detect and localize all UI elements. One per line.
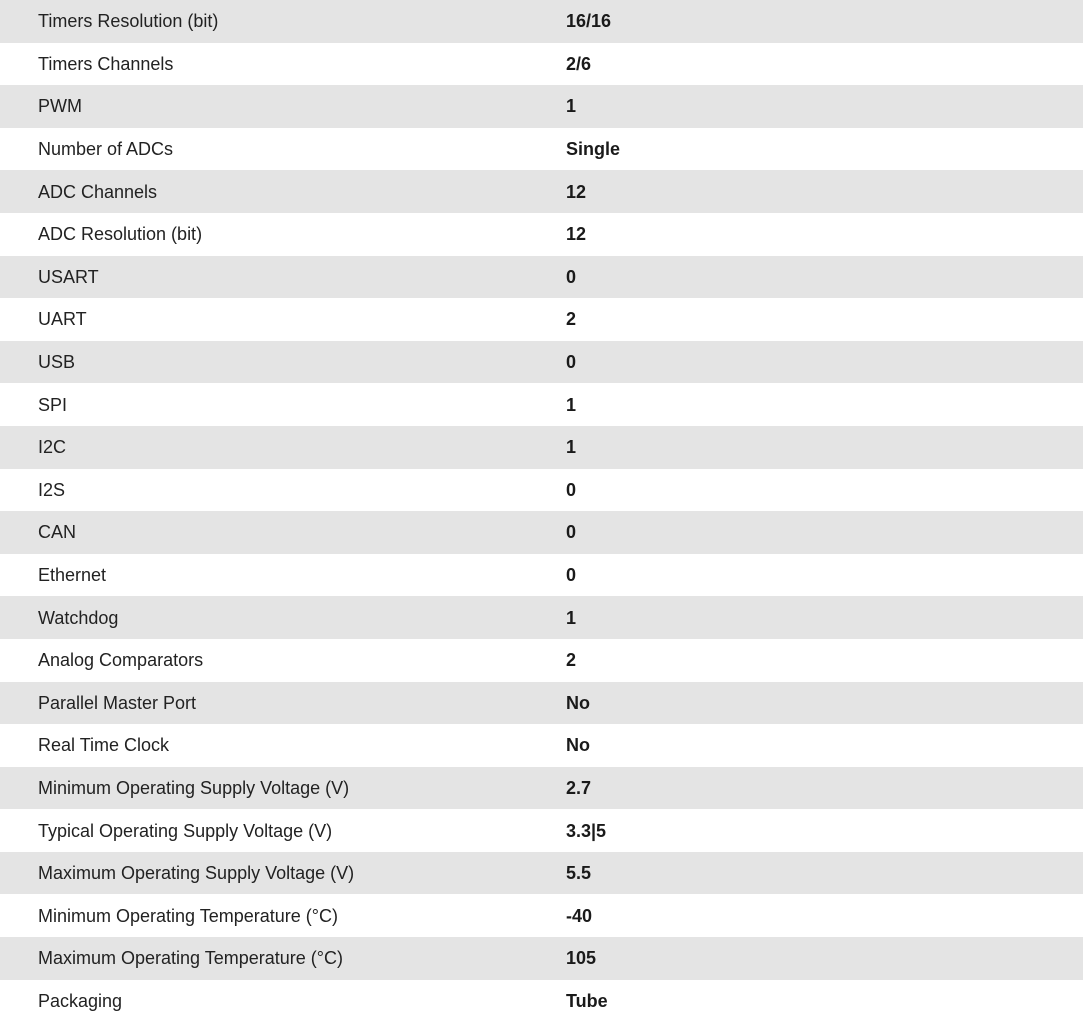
spec-row (0, 511, 1083, 554)
spec-value: 0 (566, 479, 577, 500)
spec-label: CAN (38, 522, 77, 543)
spec-label: Maximum Operating Temperature (°C) (38, 948, 343, 969)
spec-row (0, 937, 1083, 980)
spec-label: Minimum Operating Temperature (°C) (38, 905, 338, 926)
spec-value: 1 (566, 96, 577, 117)
spec-label: Real Time Clock (38, 735, 170, 756)
spec-label: ADC Resolution (bit) (38, 224, 203, 245)
spec-label: Ethernet (38, 565, 107, 586)
spec-row (0, 213, 1083, 256)
spec-row (0, 682, 1083, 725)
spec-row (0, 554, 1083, 597)
spec-row (0, 980, 1083, 1022)
spec-value: 0 (566, 522, 577, 543)
spec-row (0, 426, 1083, 469)
spec-row (0, 894, 1083, 937)
spec-value: 1 (566, 607, 577, 628)
spec-row (0, 724, 1083, 767)
spec-label: Typical Operating Supply Voltage (V) (38, 820, 333, 841)
spec-row (0, 852, 1083, 895)
spec-label: SPI (38, 394, 68, 415)
spec-row (0, 85, 1083, 128)
spec-label: Number of ADCs (38, 139, 174, 160)
spec-value: 0 (566, 565, 577, 586)
spec-label: USART (38, 266, 99, 287)
spec-row (0, 128, 1083, 171)
spec-row (0, 639, 1083, 682)
spec-row (0, 596, 1083, 639)
spec-row (0, 383, 1083, 426)
spec-value: 2 (566, 650, 577, 671)
spec-row (0, 298, 1083, 341)
spec-row (0, 43, 1083, 86)
spec-label: UART (38, 309, 87, 330)
spec-label: Minimum Operating Supply Voltage (V) (38, 777, 350, 798)
spec-label: I2C (38, 437, 67, 458)
spec-row (0, 170, 1083, 213)
spec-label: PWM (38, 96, 82, 117)
spec-row (0, 767, 1083, 810)
spec-value: Single (566, 139, 621, 160)
spec-label: USB (38, 352, 76, 373)
spec-value: 2.7 (566, 777, 592, 798)
spec-value: 1 (566, 437, 577, 458)
spec-label: I2S (38, 479, 66, 500)
spec-label: Analog Comparators (38, 650, 204, 671)
spec-label: Timers Channels (38, 53, 174, 74)
spec-value: 0 (566, 352, 577, 373)
spec-value: 2 (566, 309, 577, 330)
spec-value: Tube (566, 990, 608, 1011)
spec-value: No (566, 735, 590, 756)
spec-row (0, 341, 1083, 384)
spec-label: Timers Resolution (bit) (38, 11, 219, 32)
spec-label: ADC Channels (38, 181, 158, 202)
spec-label: Maximum Operating Supply Voltage (V) (38, 863, 355, 884)
spec-row (0, 256, 1083, 299)
spec-row (0, 809, 1083, 852)
spec-value: 12 (566, 224, 587, 245)
spec-label: Watchdog (38, 607, 119, 628)
spec-value: 105 (566, 948, 597, 969)
spec-value: 2/6 (566, 53, 592, 74)
spec-value: No (566, 692, 590, 713)
spec-row (0, 469, 1083, 512)
spec-row (0, 0, 1083, 43)
spec-label: Parallel Master Port (38, 692, 197, 713)
spec-value: 5.5 (566, 863, 592, 884)
spec-value: 16/16 (566, 11, 612, 32)
spec-label: Packaging (38, 990, 123, 1011)
spec-value: 3.3|5 (566, 820, 607, 841)
spec-value: -40 (566, 905, 593, 926)
spec-value: 12 (566, 181, 587, 202)
spec-value: 0 (566, 266, 577, 287)
spec-value: 1 (566, 394, 577, 415)
